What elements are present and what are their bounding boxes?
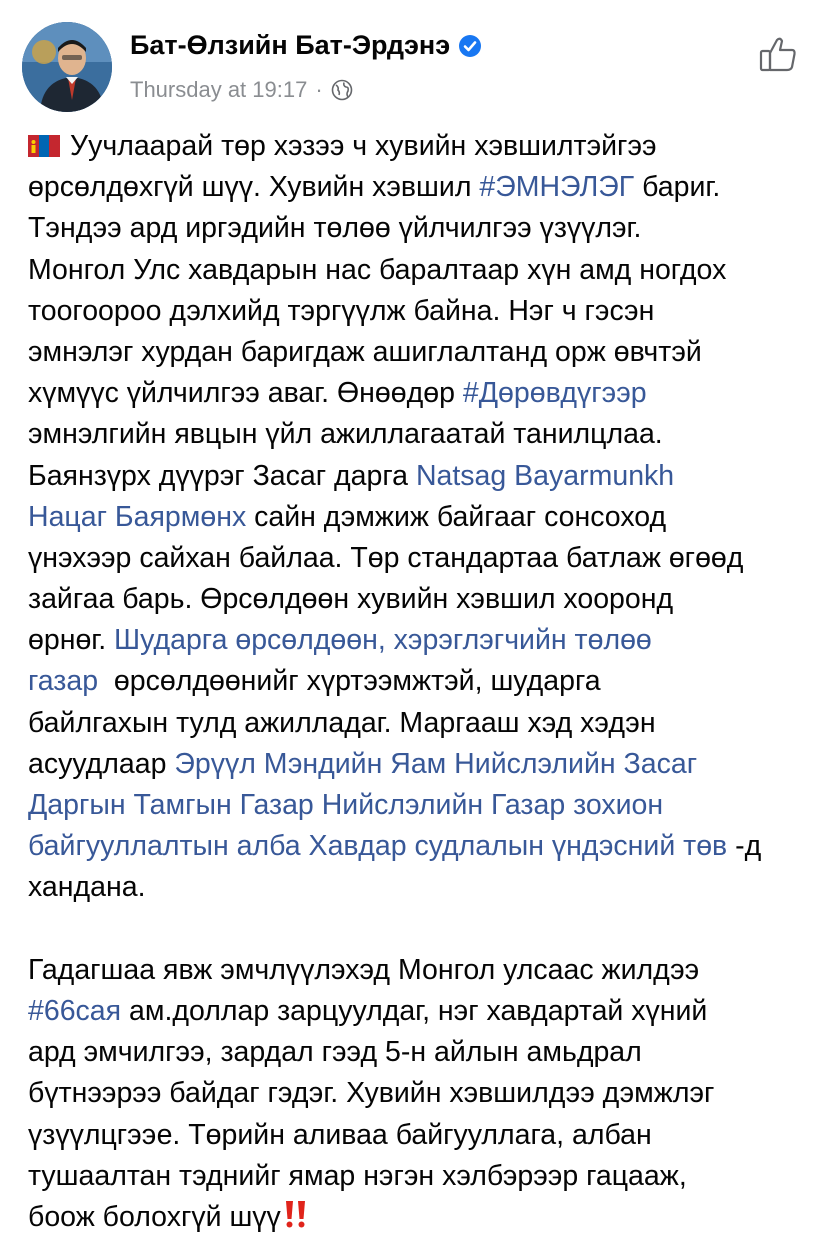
post-line [28,744,818,785]
double-exclamation-icon [283,1199,309,1229]
globe-icon[interactable] [331,79,353,101]
hashtag-link[interactable]: #66сая [28,994,122,1027]
profile-mention-link[interactable]: Natsag Bayarmunkh [415,459,675,492]
post-line [28,373,818,414]
post-header [0,0,832,120]
post-text-segment: асуудлаар [28,747,175,780]
author-avatar[interactable] [22,22,112,112]
post-text-segment: өрнөг. [28,624,115,657]
post-line [28,620,818,661]
post-text-segment: өрсөлдөөнийг хүртээмжтэй, шударга [98,665,601,698]
post-line: Монгол Улс хавдарын нас баралтаар хүн амд ногдох [28,253,727,286]
post-line [28,167,818,208]
meta-separator: · [315,77,323,102]
post-text-segment: сайн дэмжиж байгааг сонсоход [246,500,667,533]
post-body [28,126,818,1238]
author-row [130,30,482,61]
post-line: Тэндээ ард иргэдийн төлөө үйлчилгээ үзүүлэг. [28,212,642,245]
post-line [28,826,818,867]
page-mention-link[interactable]: Даргын Тамгын Газар Нийслэлийн Газар зохион [28,789,664,821]
paragraph-gap [28,909,818,950]
post-line: тоогоороо дэлхийд тэргүүлж байна. Нэг ч гэсэн [28,294,655,327]
verified-badge-icon [458,34,482,58]
post-line: үзүүлцгээе. Төрийн аливаа байгууллага, албан [28,1118,652,1151]
post-line: бүтнээрээ байдаг гэдэг. Хувийн хэвшилдээ дэмжлэг [28,1077,715,1110]
post-text-segment: боож болохгүй шүү [28,1200,281,1233]
avatar-photo-icon [22,22,112,112]
profile-mention-link[interactable]: Нацаг Баярмөнх [28,500,247,533]
mongolia-flag-icon [28,128,60,150]
post-line: хандана. [28,871,146,904]
author-name[interactable]: Бат-Өлзийн Бат-Эрдэнэ [130,30,451,60]
post-line: эмнэлэг хурдан баригдаж ашиглалтанд орж өвчтэй [28,335,702,368]
post-meta [130,77,353,103]
post-line: ард эмчилгээ, зардал гээд 5-н айлын амьдрал [28,1036,642,1069]
post-timestamp[interactable]: Thursday at 19:17 [130,77,308,102]
post-text-segment: -д [727,830,762,863]
thumbs-up-icon[interactable] [756,32,800,76]
post-text-segment: ам.доллар зарцуулдаг, нэг хавдартай хүний [121,994,708,1027]
post-text-segment: Уучлаарай төр хэзээ ч хувийн хэвшилтэйгээ [70,130,657,162]
post-line: эмнэлгийн явцын үйл ажиллагаатай танилцлаа. [28,418,663,451]
post-text-segment: өрсөлдөхгүй шүү. Хувийн хэвшил [28,171,480,204]
post-line [28,1197,818,1238]
hashtag-link[interactable]: #ЭМНЭЛЭГ [479,171,635,204]
page-mention-link[interactable]: байгууллалтын алба Хавдар судлалын үндэсний төв [28,830,728,863]
page-mention-link[interactable]: Эрүүл Мэндийн Яам Нийслэлийн Засаг [174,747,698,780]
post-text-segment: бариг. [634,171,721,204]
post-line [28,661,818,702]
post-line [28,991,818,1032]
post-line [28,497,818,538]
page-mention-link[interactable]: газар [28,665,99,698]
post-line [28,456,818,497]
post-text-segment: Баянзүрх дүүрэг Засаг дарга [28,459,416,492]
post-line: зайгаа барь. Өрсөлдөөн хувийн хэвшил хооронд [28,583,674,616]
post-line [28,126,818,167]
page-mention-link[interactable]: Шударга өрсөлдөөн, хэрэглэгчийн төлөө [114,624,652,657]
post-line: үнэхээр сайхан байлаа. Төр стандартаа батлаж өгөөд [28,541,744,574]
hashtag-link[interactable]: #Дөрөвдүгээр [462,377,647,410]
post-text-segment: хүмүүс үйлчилгээ аваг. Өнөөдөр [28,377,463,410]
post-line: тушаалтан тэднийг ямар нэгэн хэлбэрээр гацааж, [28,1159,687,1192]
post-line: байлгахын тулд ажилладаг. Маргааш хэд хэдэн [28,706,656,739]
post-line: Гадагшаа явж эмчлүүлэхэд Монгол улсаас жилдээ [28,953,700,986]
